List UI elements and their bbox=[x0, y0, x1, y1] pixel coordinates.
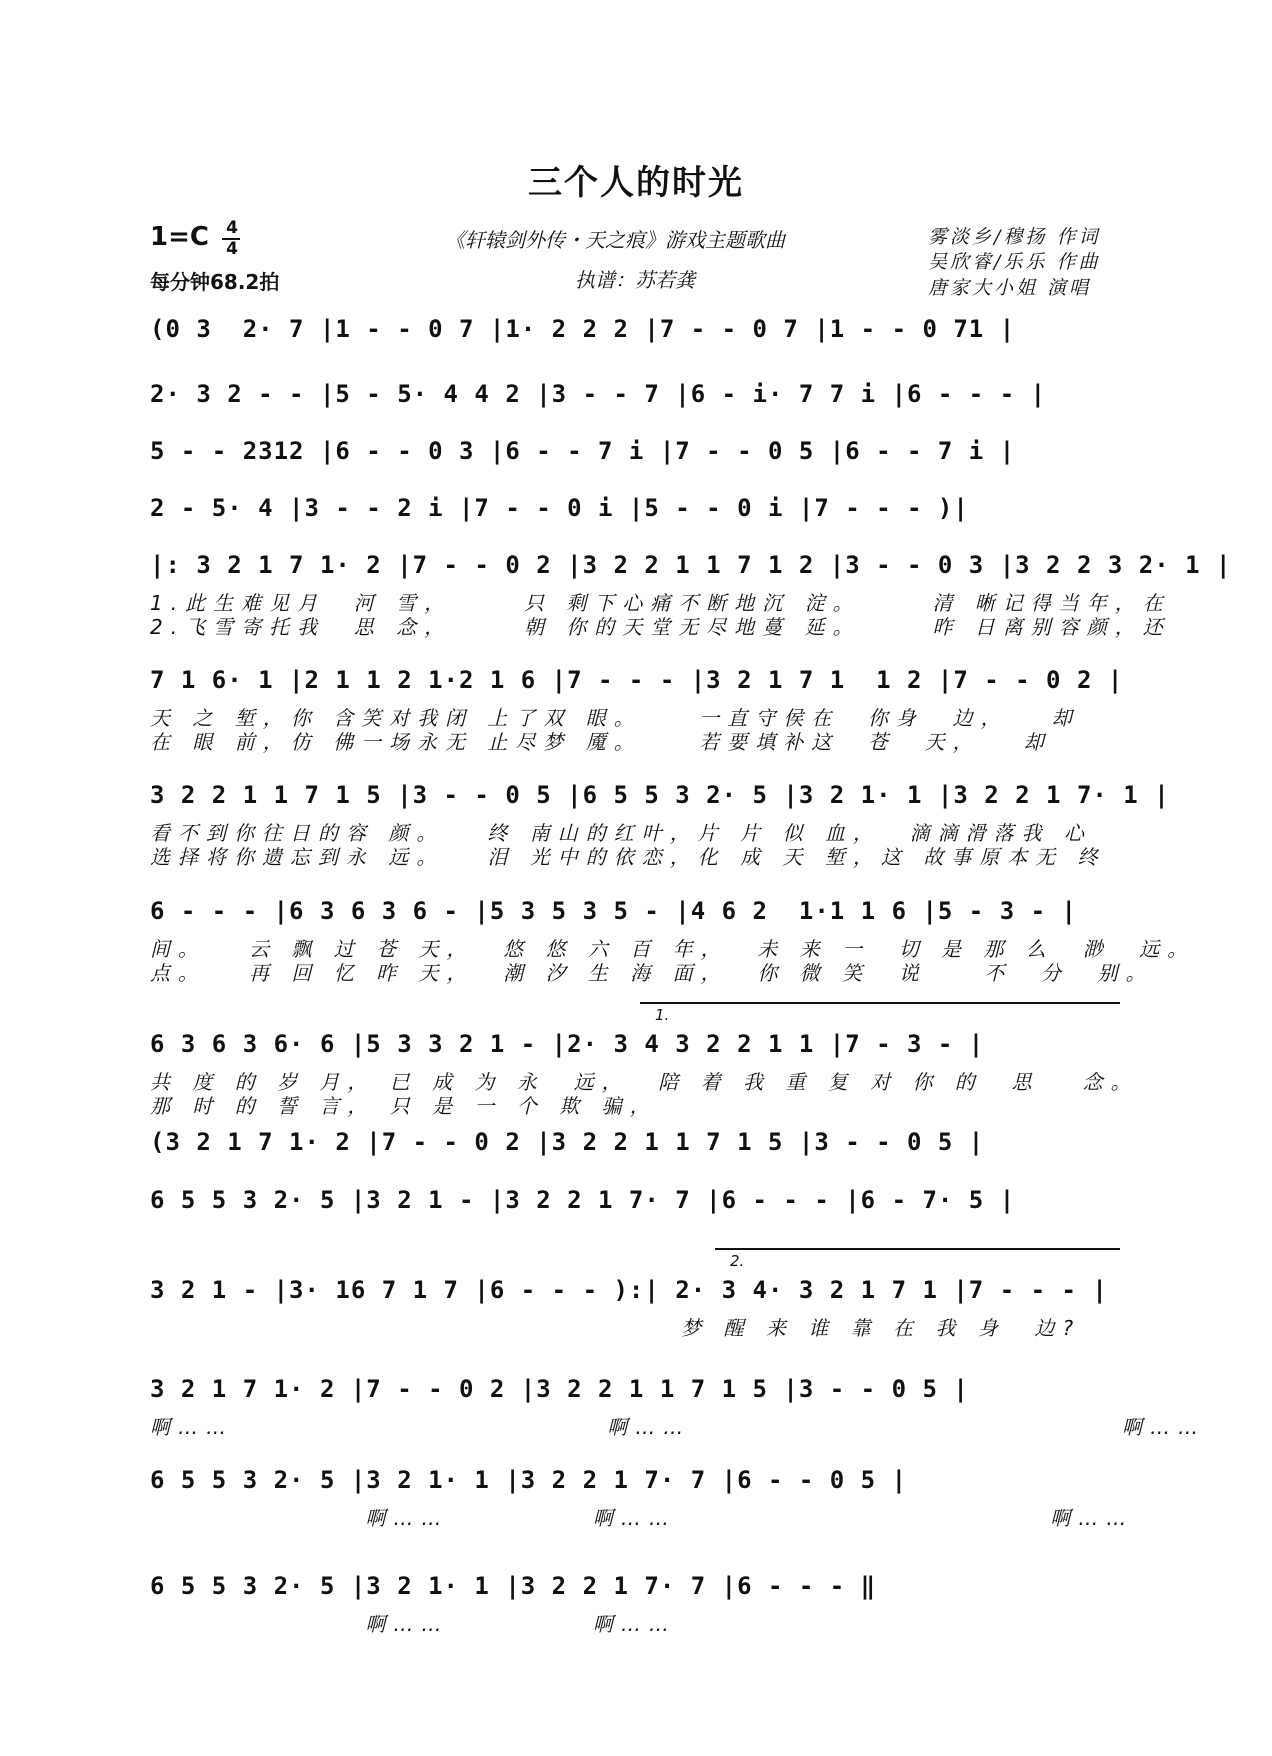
lyric-line-verse-1: 天 之 堑，你 含笑对我闭 上了双 眼。 一直守侯在 你身 边， 却 bbox=[150, 706, 1080, 730]
time-signature bbox=[222, 220, 242, 258]
notation-line: 5 - - 2312 |6 - - 0 3 |6 - - 7 i |7 - - 0 5 |6 - - 7 i | bbox=[150, 437, 1016, 465]
lyric-line-verse-1: 啊…… 啊…… 啊…… bbox=[150, 1506, 1135, 1530]
notation-line: 7 1 6· 1 |2 1 1 2 1·2 1 6 |7 - - - |3 2 1 7 1 1 2 |7 - - 0 2 | bbox=[150, 666, 1124, 694]
key-signature: 1=C bbox=[150, 222, 209, 252]
notation-line: 6 3 6 3 6· 6 |5 3 3 2 1 - |2· 3 4 3 2 2 1 1 |7 - 3 - | bbox=[150, 1030, 985, 1058]
song-title: 三个人的时光 bbox=[528, 163, 744, 203]
notation-line: 3 2 1 7 1· 2 |7 - - 0 2 |3 2 2 1 1 7 1 5 |3 - - 0 5 | bbox=[150, 1375, 969, 1403]
tempo-marking: 每分钟68.2拍 bbox=[150, 270, 280, 294]
notation-line: 3 2 1 - |3· 16 7 1 7 |6 - - - ):| 2· 3 4· 3 2 1 7 1 |7 - - - | bbox=[150, 1276, 1108, 1304]
notation-line: 6 5 5 3 2· 5 |3 2 1· 1 |3 2 2 1 7· 7 |6 - - - ‖ bbox=[150, 1572, 877, 1600]
notation-line: |: 3 2 1 7 1· 2 |7 - - 0 2 |3 2 2 1 1 7 1 2 |3 - - 0 3 |3 2 2 3 2· 1 | bbox=[150, 551, 1232, 579]
lyric-line-verse-2: 选择将你遗忘到永 远。 泪 光中的依恋，化 成 天 堑，这 故事原本无 终 bbox=[150, 845, 1106, 869]
lyric-line-verse-1: 共 度 的 岁 月， 已 成 为 永 远， 陪 着 我 重 复 对 你 的 思 念。 bbox=[150, 1070, 1139, 1094]
notation-line: 3 2 2 1 1 7 1 5 |3 - - 0 5 |6 5 5 3 2· 5 |3 2 1· 1 |3 2 2 1 7· 1 | bbox=[150, 781, 1170, 809]
meter-top: 4 bbox=[226, 218, 238, 238]
volta-label: 2. bbox=[730, 1252, 745, 1270]
notation-line: 6 5 5 3 2· 5 |3 2 1· 1 |3 2 2 1 7· 7 |6 - - 0 5 | bbox=[150, 1466, 908, 1494]
lyric-line-verse-1: 1.此生难见月 河 雪， 只 剩下心痛不断地沉 淀。 清 晰记得当年，在 bbox=[150, 591, 1171, 615]
notation-line: (3 2 1 7 1· 2 |7 - - 0 2 |3 2 2 1 1 7 1 5 |3 - - 0 5 | bbox=[150, 1128, 985, 1156]
transcriber: 执谱：苏若龚 bbox=[575, 268, 695, 292]
lyric-line-verse-2: 2.飞雪寄托我 思 念， 朝 你的天堂无尽地蔓 延。 昨 日离别容颜，还 bbox=[150, 615, 1171, 639]
volta-label: 1. bbox=[655, 1006, 670, 1024]
lyric-line-verse-1: 啊…… 啊…… 啊…… bbox=[150, 1415, 1207, 1439]
notation-line: 6 - - - |6 3 6 3 6 - |5 3 5 3 5 - |4 6 2 1·1 1 6 |5 - 3 - | bbox=[150, 897, 1077, 925]
notation-line: 2· 3 2 - - |5 - 5· 4 4 2 |3 - - 7 |6 - i· 7 7 i |6 - - - | bbox=[150, 380, 1047, 408]
lyricist-credit: 雾淡乡/穆扬 作词 bbox=[928, 226, 1101, 248]
notation-line: 6 5 5 3 2· 5 |3 2 1 - |3 2 2 1 7· 7 |6 - - - |6 - 7· 5 | bbox=[150, 1186, 1016, 1214]
meter-bottom: 4 bbox=[226, 239, 238, 259]
lyric-line-verse-1: 啊…… 啊…… bbox=[150, 1612, 677, 1636]
singer-credit: 唐家大小姐 演唱 bbox=[928, 277, 1092, 299]
lyric-line-verse-2: 在 眼 前，仿 佛一场永无 止尽梦 魇。 若要填补这 苍 天， 却 bbox=[150, 730, 1052, 754]
lyric-line-verse-2: 点。 再 回 忆 昨 天， 潮 汐 生 海 面， 你 微 笑 说 不 分 别。 bbox=[150, 961, 1154, 985]
volta-bracket bbox=[640, 1002, 1120, 1004]
volta-bracket bbox=[715, 1248, 1120, 1250]
notation-line: 2 - 5· 4 |3 - - 2 i |7 - - 0 i |5 - - 0 i |7 - - - )| bbox=[150, 494, 969, 522]
composer-credit: 吴欣睿/乐乐 作曲 bbox=[928, 251, 1101, 273]
lyric-line-verse-1: 看不到你往日的容 颜。 终 南山的红叶，片 片 似 血， 滴滴滑落我 心 bbox=[150, 821, 1092, 845]
lyric-line-verse-1: 梦 醒 来 谁 靠 在 我 身 边? bbox=[150, 1316, 1082, 1340]
subtitle: 《轩辕剑外传・天之痕》游戏主题歌曲 bbox=[445, 228, 785, 252]
lyric-line-verse-2: 那 时 的 誓 言， 只 是 一 个 欺 骗， bbox=[150, 1094, 658, 1118]
notation-line: (0 3 2· 7 |1 - - 0 7 |1· 2 2 2 |7 - - 0 7 |1 - - 0 71 | bbox=[150, 315, 1016, 343]
lyric-line-verse-1: 间。 云 飘 过 苍 天， 悠 悠 六 百 年， 未 来 一 切 是 那 么 渺 远。 bbox=[150, 937, 1196, 961]
